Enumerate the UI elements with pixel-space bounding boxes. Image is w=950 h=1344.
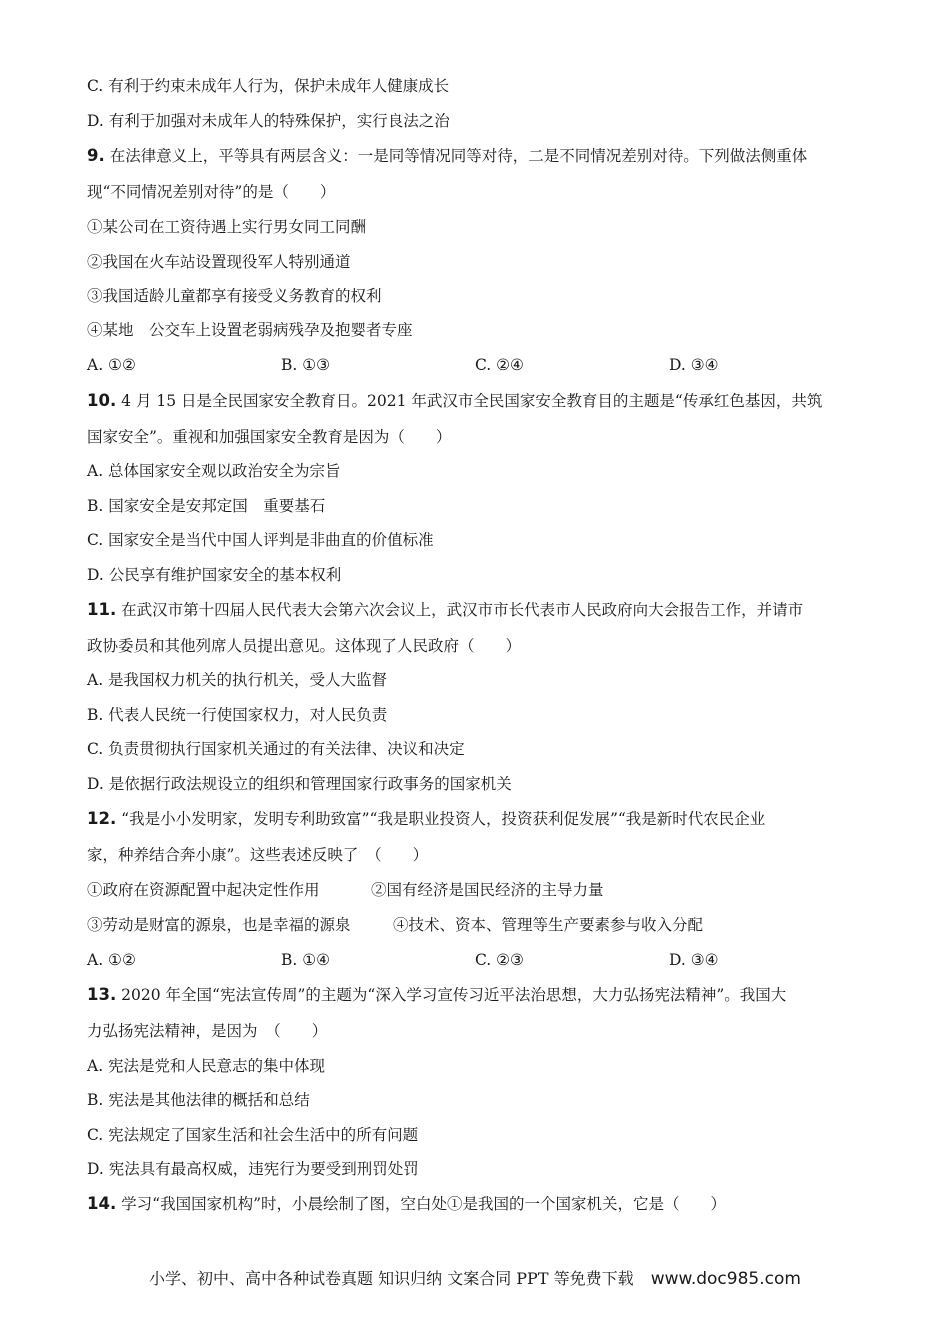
q13-option-d: D. 宪法具有最高权威，违宪行为要受到刑罚处罚: [87, 1160, 419, 1178]
q9-item-2: ②我国在火车站设置现役军人特别通道: [87, 253, 351, 271]
q12-option-a: A. ①②: [87, 951, 136, 969]
q8-option-d: D. 有利于加强对未成年人的特殊保护，实行良法之治: [87, 112, 450, 130]
q11-stem-line1: 在武汉市第十四届人民代表大会第六次会议上，武汉市市长代表市人民政府向大会报告工作，并请市: [121, 601, 804, 619]
question-number: 11.: [87, 600, 117, 619]
q11-stem-line2: 政协委员和其他列席人员提出意见。这体现了人民政府（ ）: [87, 637, 522, 655]
q13-option-b: B. 宪法是其他法律的概括和总结: [87, 1091, 310, 1109]
q10-stem-line1: 4 月 15 日是全民国家安全教育日。2021 年武汉市全民国家安全教育目的主题是“传承红色基因，共筑: [121, 392, 823, 410]
q10-option-c: C. 国家安全是当代中国人评判是非曲直的价值标准: [87, 531, 434, 549]
q13-option-c: C. 宪法规定了国家生活和社会生活中的所有问题: [87, 1126, 419, 1144]
question-number: 9.: [87, 146, 105, 165]
question-number: 10.: [87, 391, 117, 410]
q10-option-a: A. 总体国家安全观以政治安全为宗旨: [87, 462, 341, 480]
q10-option-b: B. 国家安全是安邦定国 重要基石: [87, 497, 326, 515]
q9-option-c: C. ②④: [475, 356, 524, 374]
q12-option-b: B. ①④: [281, 951, 331, 969]
q9-item-3: ③我国适龄儿童都享有接受义务教育的权利: [87, 287, 382, 305]
question-number: 13.: [87, 985, 117, 1004]
q14-stem-line1: 学习“我国国家机构”时，小晨绘制了图，空白处①是我国的一个国家机关，它是（ ）: [121, 1195, 727, 1213]
q11-option-b: B. 代表人民统一行使国家权力，对人民负责: [87, 706, 388, 724]
q11-option-a: A. 是我国权力机关的执行机关，受人大监督: [87, 671, 388, 689]
q12-item-3: ③劳动是财富的源泉，也是幸福的源泉: [87, 916, 351, 934]
q11-stem: [87, 599, 870, 621]
q8-option-c: C. 有利于约束未成年人行为，保护未成年人健康成长: [87, 77, 450, 95]
q13-stem: [87, 984, 870, 1006]
question-number: 14.: [87, 1194, 117, 1213]
q12-option-c: C. ②③: [475, 951, 524, 969]
q9-stem-line2: 现“不同情况差别对待”的是（ ）: [87, 183, 336, 201]
q9-stem: [87, 145, 870, 167]
q13-stem-line2: 力弘扬宪法精神，是因为 （ ）: [87, 1022, 328, 1040]
q9-item-1: ①某公司在工资待遇上实行男女同工同酬: [87, 218, 367, 236]
q10-stem: [87, 390, 870, 412]
q13-option-a: A. 宪法是党和人民意志的集中体现: [87, 1057, 326, 1075]
q12-item-2: ②国有经济是国民经济的主导力量: [371, 881, 604, 899]
q9-option-a: A. ①②: [87, 356, 136, 374]
q9-option-b: B. ①③: [281, 356, 331, 374]
q11-option-c: C. 负责贯彻执行国家机关通过的有关法律、决议和决定: [87, 740, 465, 758]
q12-stem-line2: 家，种养结合奔小康”。这些表述反映了 （ ）: [87, 846, 429, 864]
q10-option-d: D. 公民享有维护国家安全的基本权利: [87, 566, 342, 584]
footer-text: 小学、初中、高中各种试卷真题 知识归纳 文案合同 PPT 等免费下载: [149, 1269, 634, 1288]
q12-item-4: ④技术、资本、管理等生产要素参与收入分配: [393, 916, 704, 934]
q12-stem: [87, 808, 870, 830]
q10-stem-line2: 国家安全”。重视和加强国家安全教育是因为（ ）: [87, 428, 452, 446]
q9-stem-line1: 在法律意义上，平等具有两层含义：一是同等情况同等对待，二是不同情况差别对待。下列做法侧重体: [109, 147, 808, 165]
q12-item-1: ①政府在资源配置中起决定性作用: [87, 881, 320, 899]
q12-option-d: D. ③④: [669, 951, 719, 969]
q14-stem: [87, 1193, 870, 1215]
q9-item-4: ④某地 公交车上设置老弱病残孕及抱婴者专座: [87, 321, 413, 339]
q9-option-d: D. ③④: [669, 356, 719, 374]
page-footer: [0, 1268, 950, 1290]
q11-option-d: D. 是依据行政法规设立的组织和管理国家行政事务的国家机关: [87, 775, 512, 793]
q12-stem-line1: “我是小小发明家，发明专利助致富”“我是职业投资人，投资获利促发展”“我是新时代农民企业: [121, 810, 766, 828]
q13-stem-line1: 2020 年全国“宪法宣传周”的主题为“深入学习宣传习近平法治思想，大力弘扬宪法精神”。我国大: [121, 986, 787, 1004]
question-number: 12.: [87, 809, 117, 828]
footer-site-link[interactable]: www.doc985.com: [650, 1269, 801, 1289]
